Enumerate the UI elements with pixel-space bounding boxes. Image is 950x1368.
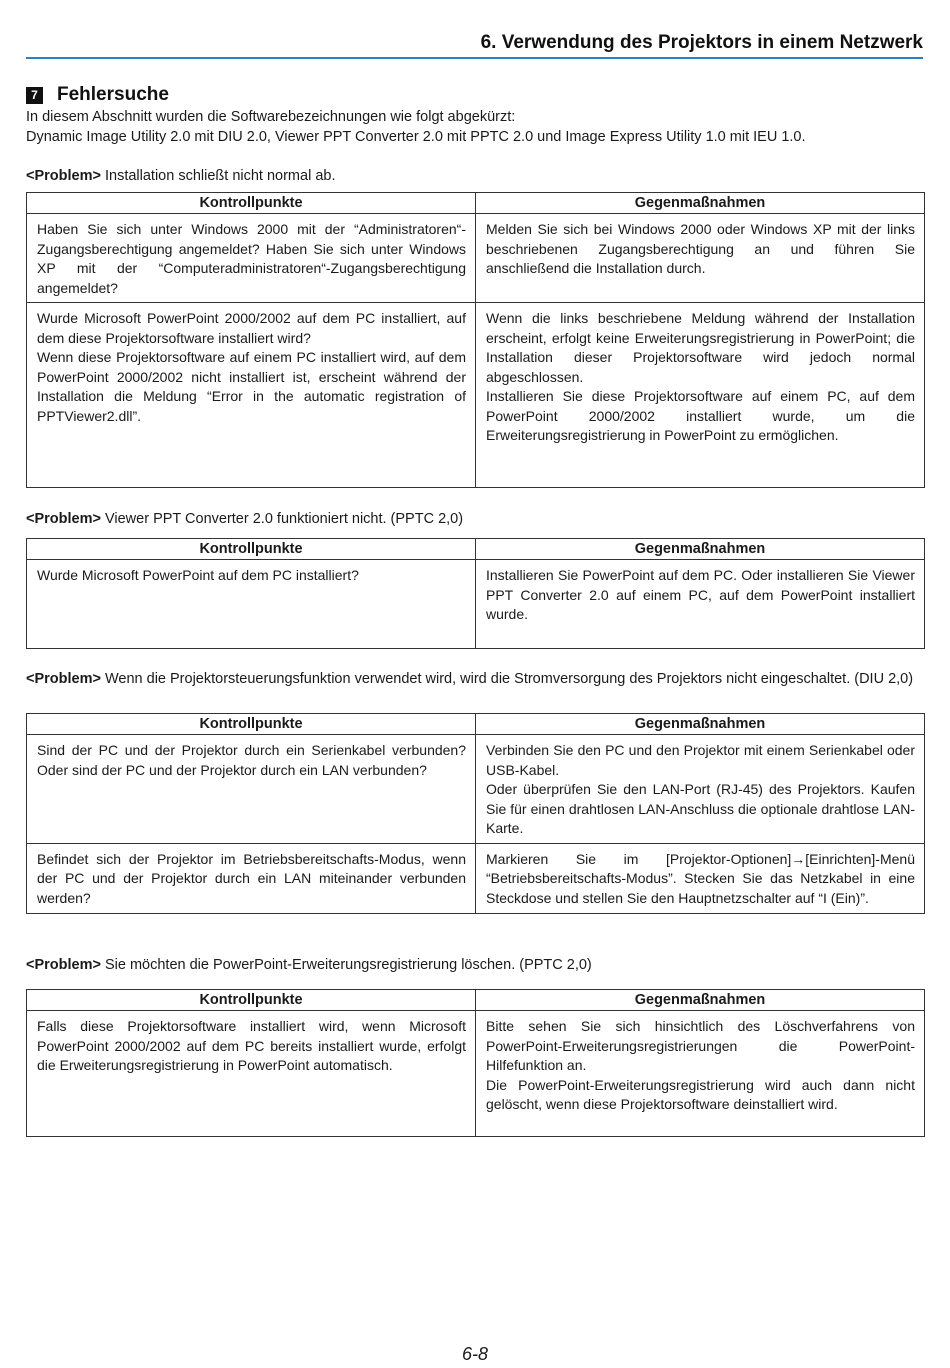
measure-cell: Installieren Sie PowerPoint auf dem PC. Oder installieren Sie Viewer PPT Converter 2.0 auf einem PC, auf dem PowerPoint installiert wurde. — [476, 560, 925, 649]
chapter-title: 6. Verwendung des Projektors in einem Netzwerk — [480, 32, 923, 53]
table-row — [27, 843, 925, 913]
check-cell: Haben Sie sich unter Windows 2000 mit der “Administratoren“-Zugangsberechtigung angemeldet? Haben Sie sich unter Windows XP mit der “Computeradministratoren“-Zugangsberechtigung angemeldet? — [27, 214, 476, 303]
problem-table — [26, 192, 925, 488]
check-cell: Falls diese Projektorsoftware installiert wird, wenn Microsoft PowerPoint 2000/2002 auf dem PC bereits installiert wurde, erfolgt die Erweiterungsregistrierung in PowerPoint automatisch. — [27, 1011, 476, 1137]
check-cell: Sind der PC und der Projektor durch ein Serienkabel verbunden? Oder sind der PC und der Projektor durch ein LAN verbunden? — [27, 735, 476, 844]
check-cell: Wurde Microsoft PowerPoint 2000/2002 auf dem PC installiert, auf dem diese Projektorsoftware installiert wird? Wenn diese Projektorsoftware auf einem PC installiert wird, auf dem PowerPoint 2000/2002 nicht installiert ist, erscheint während der Installation die Meldung “Error in the automatic registration of PPTViewer2.dll”. — [27, 303, 476, 488]
measure-cell: Verbinden Sie den PC und den Projektor mit einem Serienkabel oder USB-Kabel. Oder überprüfen Sie den LAN-Port (RJ-45) des Projektors. Kaufen Sie für einen drahtlosen LAN-Anschluss die optionale drahtlose LAN-Karte. — [476, 735, 925, 844]
problem-tag: <Problem> — [26, 957, 101, 973]
problem-table — [26, 989, 925, 1137]
page-number: 6-8 — [461, 1344, 488, 1364]
page-header — [26, 30, 923, 59]
table-row — [27, 1011, 925, 1137]
measure-cell: Wenn die links beschriebene Meldung während der Installation erscheint, erfolgt keine Erweiterungsregistrierung in PowerPoint; die Installation dieser Projektorsoftware wird jedoch normal abgeschlossen. Installieren Sie diese Projektorsoftware auf einem PC, auf dem PowerPoint 2000/2002 installiert wurde, um die Erweiterungsregistrierung in PowerPoint zu ermöglichen. — [476, 303, 925, 488]
problem-text: Installation schließt nicht normal ab. — [104, 168, 336, 184]
column-header-measure: Gegenmaßnahmen — [476, 990, 925, 1011]
section-number-badge: 7 — [26, 87, 43, 104]
table-row — [27, 214, 925, 303]
intro-text — [26, 108, 806, 147]
problem-table — [26, 538, 925, 649]
measure-cell: Melden Sie sich bei Windows 2000 oder Windows XP mit der links beschriebenen Zugangsberechtigung an und führen Sie anschließend die Installation durch. — [476, 214, 925, 303]
column-header-measure: Gegenmaßnahmen — [476, 193, 925, 214]
table-row — [27, 735, 925, 844]
problem-text: Sie möchten die PowerPoint-Erweiterungsregistrierung löschen. (PPTC 2,0) — [104, 957, 592, 973]
problem-heading — [26, 167, 924, 186]
column-header-check: Kontrollpunkte — [27, 193, 476, 214]
problem-text: Viewer PPT Converter 2.0 funktioniert nicht. (PPTC 2,0) — [104, 511, 464, 527]
problem-tag: <Problem> — [26, 168, 101, 184]
problem-tag: <Problem> — [26, 511, 101, 527]
check-cell: Befindet sich der Projektor im Betriebsbereitschafts-Modus, wenn der PC und der Projektor durch ein LAN miteinander verbunden werden? — [27, 843, 476, 913]
check-cell: Wurde Microsoft PowerPoint auf dem PC installiert? — [27, 560, 476, 649]
section-heading — [26, 85, 169, 105]
column-header-check: Kontrollpunkte — [27, 539, 476, 560]
problem-heading — [26, 956, 924, 975]
table-row — [27, 560, 925, 649]
column-header-check: Kontrollpunkte — [27, 990, 476, 1011]
measure-cell: Bitte sehen Sie sich hinsichtlich des Löschverfahrens von PowerPoint-Erweiterungsregistrierungen die PowerPoint-Hilfefunktion an. Die PowerPoint-Erweiterungsregistrierung wird auch dann nicht gelöscht, wenn diese Projektorsoftware deinstalliert wird. — [476, 1011, 925, 1137]
problem-heading — [26, 670, 924, 689]
intro-line: In diesem Abschnitt wurden die Softwarebezeichnungen wie folgt abgekürzt: — [26, 109, 516, 125]
column-header-check: Kontrollpunkte — [27, 714, 476, 735]
column-header-measure: Gegenmaßnahmen — [476, 539, 925, 560]
problem-table — [26, 713, 925, 914]
problem-tag: <Problem> — [26, 671, 101, 687]
column-header-measure: Gegenmaßnahmen — [476, 714, 925, 735]
intro-line: Dynamic Image Utility 2.0 mit DIU 2.0, Viewer PPT Converter 2.0 mit PPTC 2.0 und Image Express Utility 1.0 mit IEU 1.0. — [26, 128, 806, 145]
problem-text: Wenn die Projektorsteuerungsfunktion verwendet wird, wird die Stromversorgung des Projektors nicht eingeschaltet. (DIU 2,0) — [104, 671, 914, 687]
section-title: Fehlersuche — [57, 84, 169, 105]
table-row — [27, 303, 925, 488]
measure-cell: Markieren Sie im [Projektor-Optionen]→[Einrichten]-Menü “Betriebsbereitschafts-Modus”. Stecken Sie das Netzkabel in eine Steckdose und stellen Sie den Hauptnetzschalter auf “I (Ein)”. — [476, 843, 925, 913]
problem-heading — [26, 510, 924, 529]
